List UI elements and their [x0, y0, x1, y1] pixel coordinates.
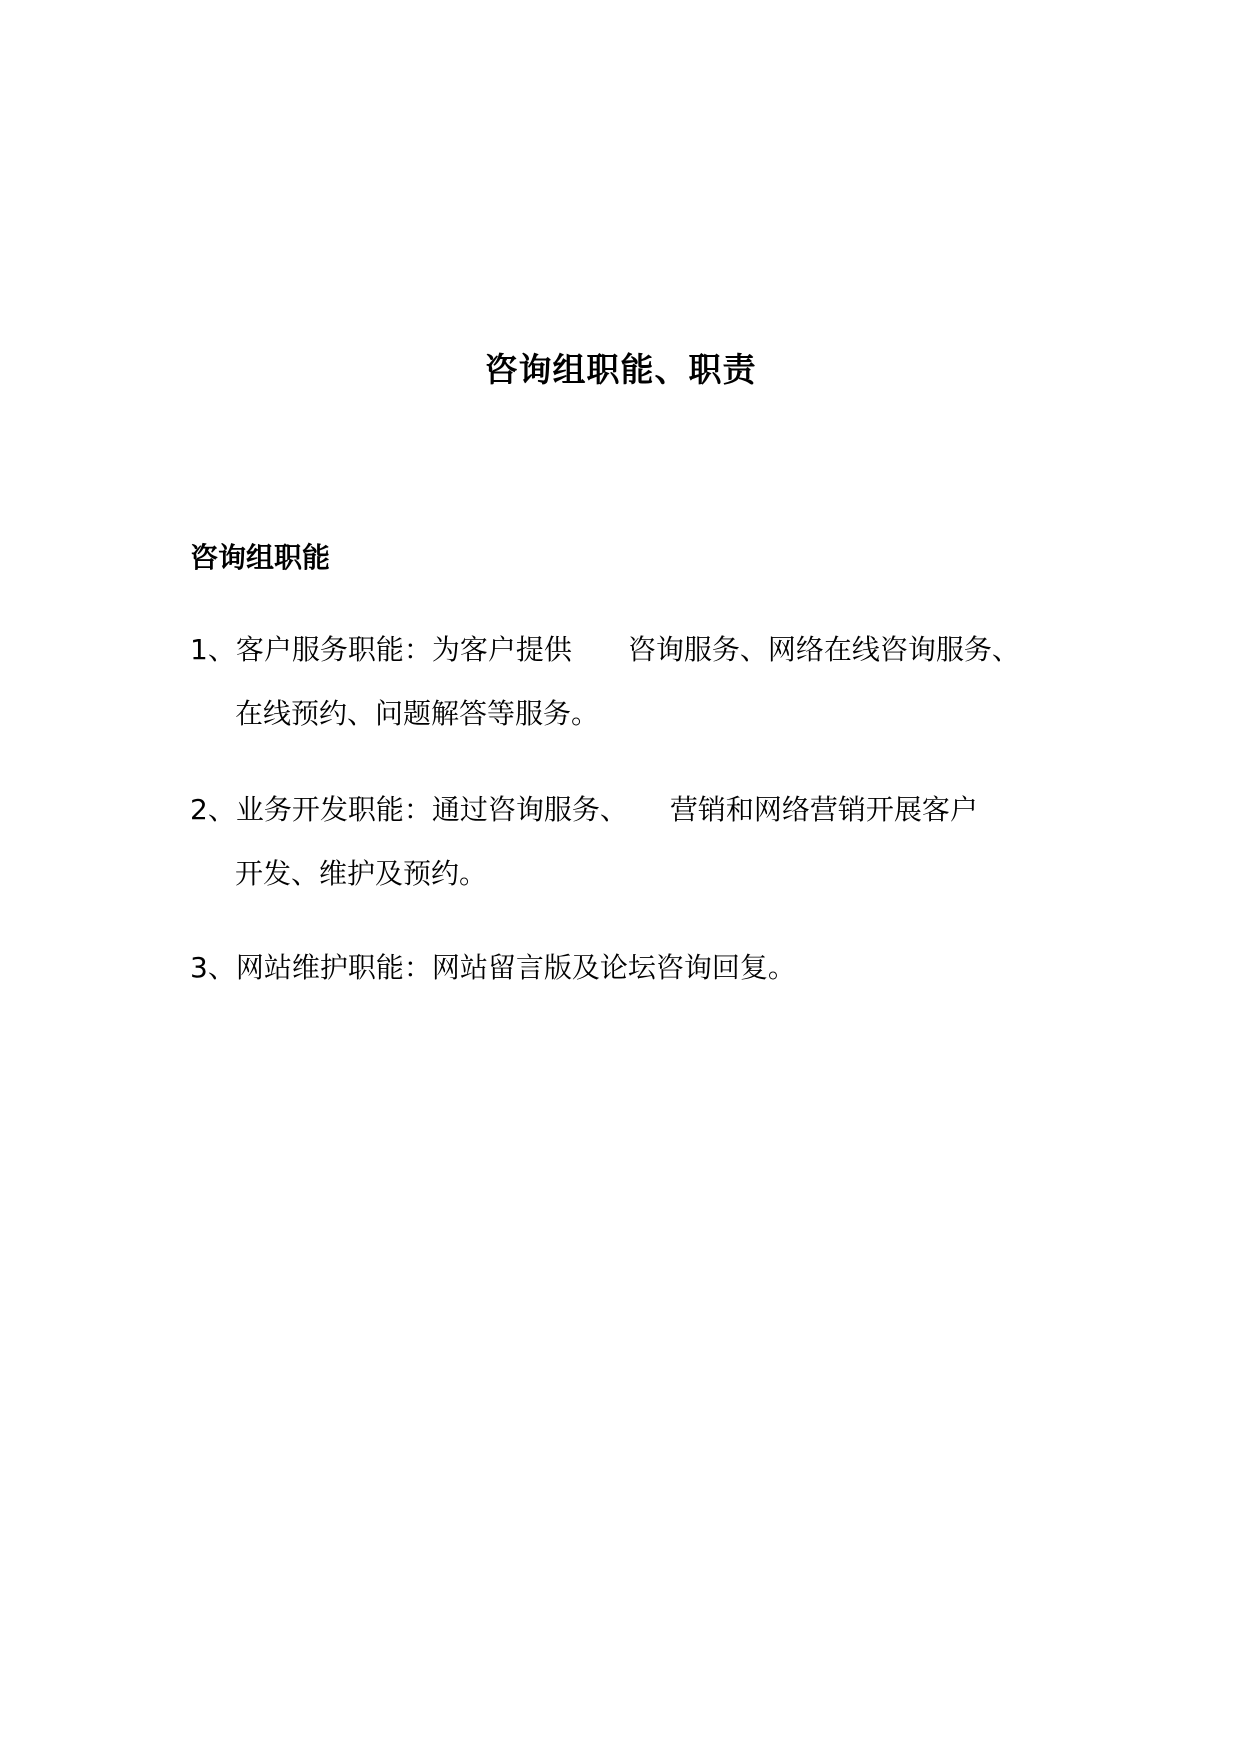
- list-item-text: 2、业务开发职能：通过咨询服务、 营销和网络营销开展客户: [190, 793, 978, 826]
- list-item: [190, 792, 1110, 892]
- list-item: [190, 950, 1110, 986]
- list-item-text-continued: 在线预约、问题解答等服务。: [235, 697, 600, 730]
- list-item-text: 1、客户服务职能：为客户提供 咨询服务、网络在线咨询服务、: [190, 633, 1020, 666]
- list-item: [190, 632, 1110, 732]
- list-item-text-continued: 开发、维护及预约。: [235, 857, 488, 890]
- section-heading: 咨询组职能: [190, 541, 331, 574]
- list-item-text: 3、网站维护职能：网站留言版及论坛咨询回复。: [190, 951, 796, 984]
- page-title: 咨询组职能、职责: [484, 350, 757, 389]
